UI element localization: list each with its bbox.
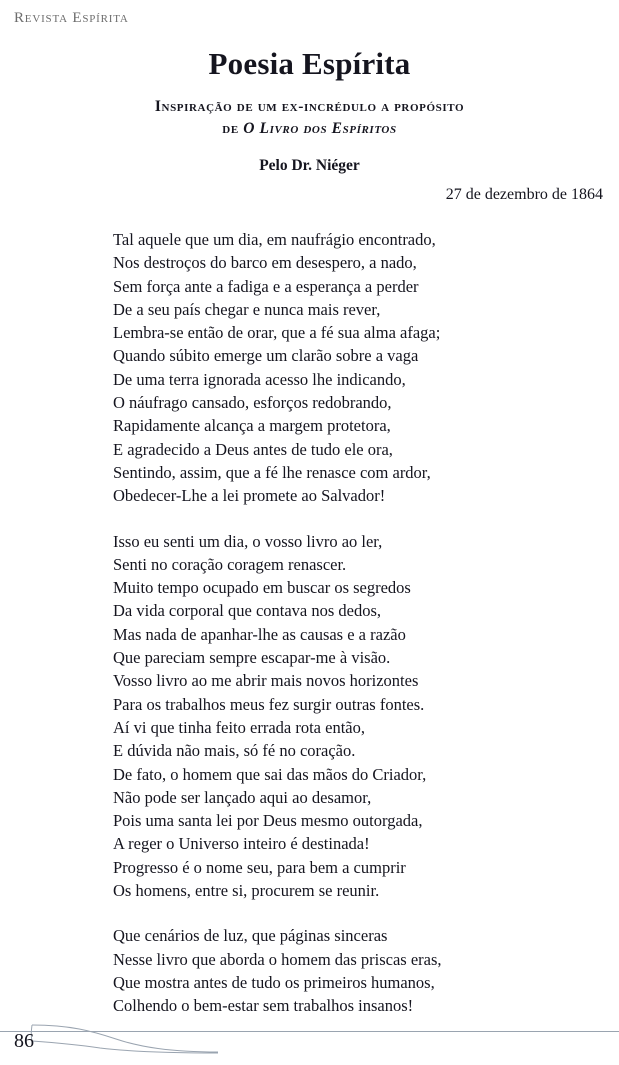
subtitle-line-2-prefix: de (222, 120, 244, 137)
byline: Pelo Dr. Niéger (259, 157, 360, 174)
poem-verse: A reger o Universo inteiro é destinada! (113, 834, 370, 854)
poem-verse: Que cenários de luz, que páginas sinceras (113, 926, 388, 946)
poem-verse: Sentindo, assim, que a fé lhe renasce com ardor, (113, 462, 431, 482)
poem-verse: E dúvida não mais, só fé no coração. (113, 741, 356, 761)
poem-verse: Lembra-se então de orar, que a fé sua alma afaga; (113, 323, 441, 343)
poem-verse: Rapidamente alcança a margem protetora, (113, 416, 391, 436)
poem-verse: De fato, o homem que sai das mãos do Criador, (113, 764, 427, 784)
subtitle (70, 96, 550, 140)
poem-verse: O náufrago cansado, esforços redobrando, (113, 393, 392, 413)
poem-verse: Para os trabalhos meus fez surgir outras fontes. (113, 694, 425, 714)
poem-verse: Tal aquele que um dia, em naufrágio encontrado, (113, 230, 436, 249)
title-block (0, 46, 619, 175)
subtitle-work-title: O Livro dos Espíritos (243, 120, 397, 137)
footer-swoosh-ornament (30, 1021, 220, 1055)
poem-verse: Vosso livro ao me abrir mais novos horizontes (113, 671, 419, 691)
poem-verse: Quando súbito emerge um clarão sobre a vaga (113, 346, 419, 366)
poem-body (113, 228, 583, 1040)
page-title: Poesia Espírita (208, 46, 411, 81)
poem-verse: De a seu país chegar e nunca mais rever, (113, 299, 381, 319)
poem-verse: Aí vi que tinha feito errada rota então, (113, 717, 365, 737)
poem-verse: Isso eu senti um dia, o vosso livro ao ler, (113, 531, 383, 551)
poem-verse: Muito tempo ocupado em buscar os segredos (113, 578, 411, 598)
poem-stanza (113, 924, 583, 1017)
poem-verse: Pois uma santa lei por Deus mesmo outorgada, (113, 811, 423, 831)
poem-verse: Nesse livro que aborda o homem das priscas eras, (113, 949, 442, 969)
poem-verse: Obedecer-Lhe a lei promete ao Salvador! (113, 486, 386, 506)
subtitle-line-2 (70, 118, 550, 140)
running-head: Revista Espírita (14, 10, 129, 26)
page-footer (0, 1013, 619, 1065)
poem-verse: Que pareciam sempre escapar-me à visão. (113, 648, 391, 668)
page-number: 86 (14, 1030, 34, 1052)
poem-verse: Mas nada de apanhar-lhe as causas e a razão (113, 624, 406, 644)
poem-verse: Senti no coração coragem renascer. (113, 554, 347, 574)
poem-verse: Da vida corporal que contava nos dedos, (113, 601, 382, 621)
poem-verse: E agradecido a Deus antes de tudo ele ora, (113, 439, 393, 459)
poem-verse: Nos destroços do barco em desespero, a nado, (113, 253, 417, 273)
poem-verse: Os homens, entre si, procurem se reunir. (113, 881, 380, 901)
poem-date: 27 de dezembro de 1864 (445, 186, 603, 203)
poem-verse: Não pode ser lançado aqui ao desamor, (113, 787, 372, 807)
poem-verse: Progresso é o nome seu, para bem a cumprir (113, 857, 406, 877)
poem-verse: Que mostra antes de tudo os primeiros humanos, (113, 972, 435, 992)
poem-verse: Colhendo o bem-estar sem trabalhos insanos! (113, 996, 414, 1016)
poem-verse: De uma terra ignorada acesso lhe indicando, (113, 369, 406, 389)
poem-verse: Sem força ante a fadiga e a esperança a perder (113, 276, 419, 296)
poem-stanza (113, 530, 583, 903)
poem-stanza (113, 228, 583, 508)
subtitle-line-1: Inspiração de um ex-incrédulo a propósito (154, 98, 465, 115)
